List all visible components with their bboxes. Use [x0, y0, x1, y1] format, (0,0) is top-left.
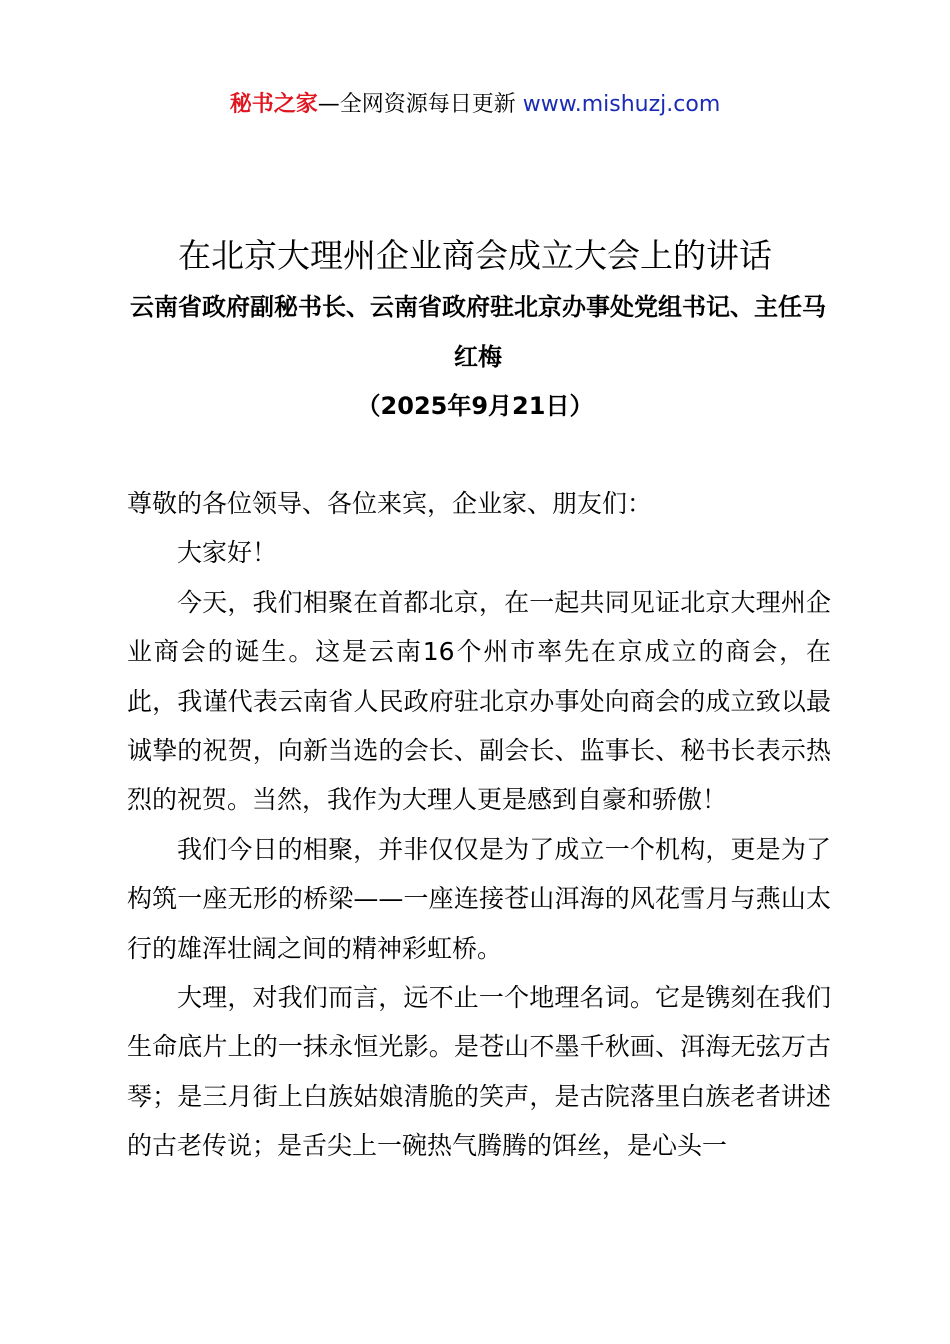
paragraph-greeting: 大家好！: [177, 538, 278, 568]
brand-name: 秘书之家: [229, 92, 318, 117]
speech-date: （2025年9月21日）: [356, 392, 594, 420]
site-url-link[interactable]: www.mishuzj.com: [522, 92, 721, 117]
paragraph-1: 今天，我们相聚在首都北京，在一起共同见证北京大理州企业商会的诞生。这是云南16个州市率先在京成立的商会，在此，我谨代表云南省人民政府驻北京办事处向商会的成立致以最诚挚的祝贺，向新当选的会长、副会长、监事长、秘书长表示热烈的祝贺。当然，我作为大理人更是感到自豪和骄傲！: [127, 587, 831, 815]
speaker-line: 云南省政府副秘书长、云南省政府驻北京办事处党组书记、主任马红梅: [130, 293, 826, 371]
speech-body: [127, 479, 831, 1171]
document-title: 在北京大理州企业商会成立大会上的讲话: [178, 236, 772, 275]
paragraph-3: 大理，对我们而言，远不止一个地理名词。它是镌刻在我们生命底片上的一抹永恒光影。是苍山不墨千秋画、洱海无弦万古琴；是三月街上白族姑娘清脆的笑声，是古院落里白族老者讲述的古老传说；是舌尖上一碗热气腾腾的饵丝，是心头一: [127, 983, 831, 1161]
banner-tagline: —全网资源每日更新: [317, 92, 523, 117]
site-banner: [0, 88, 950, 122]
paragraph-2: 我们今日的相聚，并非仅仅是为了成立一个机构，更是为了构筑一座无形的桥梁——一座连接苍山洱海的风花雪月与燕山太行的雄浑壮阔之间的精神彩虹桥。: [127, 834, 831, 963]
salutation: 尊敬的各位领导、各位来宾，企业家、朋友们：: [127, 489, 653, 518]
